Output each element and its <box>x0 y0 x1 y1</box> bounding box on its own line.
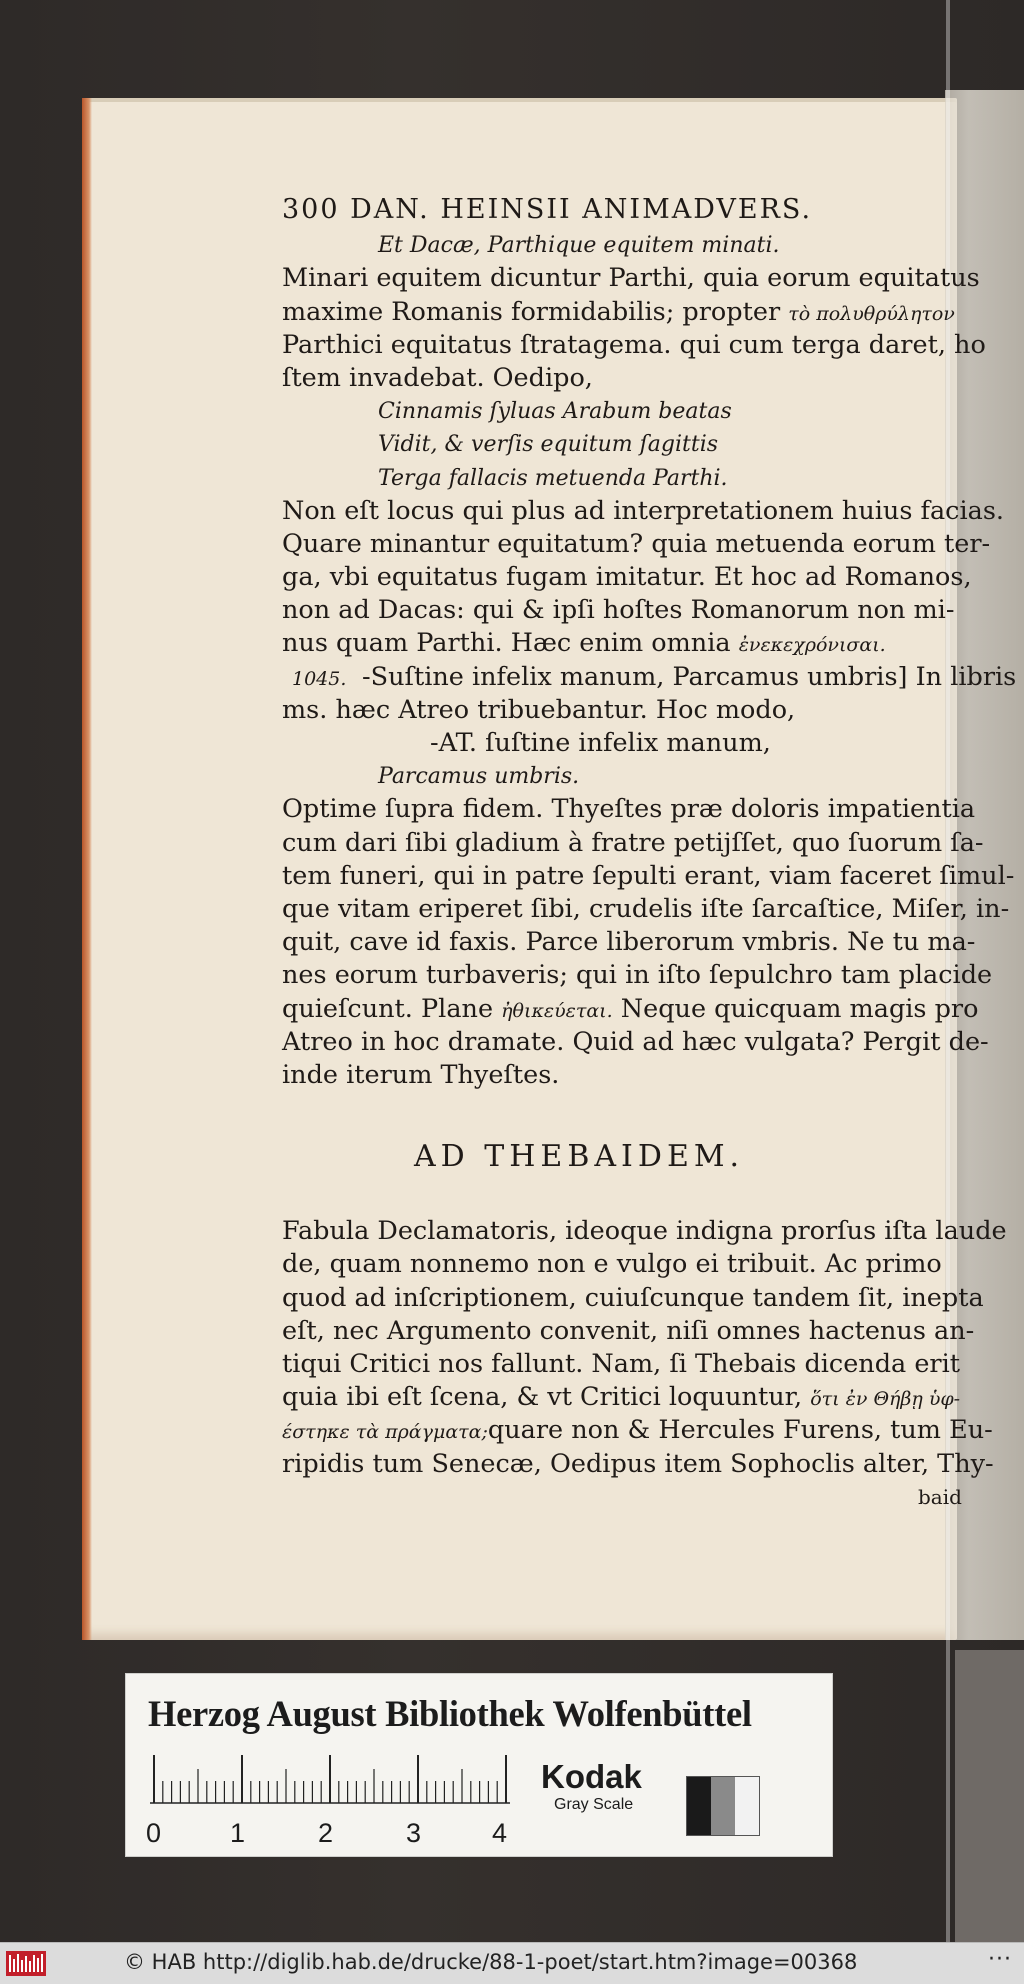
text-line <box>282 1282 982 1315</box>
text-line <box>282 993 982 1026</box>
text-line <box>282 262 982 295</box>
line-text: ga, vbi equitatus fugam imitatur. Et hoc ad Romanos, <box>282 562 972 593</box>
scale-ruler <box>150 1754 510 1804</box>
gray-scale-label: Gray Scale <box>554 1796 634 1813</box>
ellipsis-icon[interactable]: ··· <box>988 1947 1012 1972</box>
running-head: 300 DAN. HEINSII ANIMADVERS. <box>282 194 813 225</box>
text-line <box>282 462 982 495</box>
text-line <box>282 1315 982 1348</box>
line-text: ſtem invadebat. Oedipo, <box>282 362 593 393</box>
scale-number: 0 <box>146 1818 162 1848</box>
line-text: -Suſtine infelix manum, Parcamus umbris] In libris <box>362 661 1017 692</box>
text-line <box>282 959 993 992</box>
line-text: Cinnamis ſyluas Arabum beatas <box>378 399 732 425</box>
line-number: 1045. <box>292 667 347 690</box>
line-text: -AT. ſuſtine infelix manum, <box>430 728 771 758</box>
line-text: quieſcunt. Plane <box>282 993 494 1024</box>
color-reference-card <box>125 1673 833 1857</box>
line-text: non ad Dacas: qui & ipſi hoſtes Romanorum non mi- <box>282 595 955 626</box>
text-line <box>282 1448 994 1481</box>
line-text: ms. hæc Atreo tribuebantur. Hoc modo, <box>282 694 796 725</box>
line-text: Minari equitem dicuntur Parthi, quia eorum equitatus <box>282 263 980 294</box>
kodak-brand: Kodak <box>541 1758 642 1795</box>
text-line <box>282 1348 982 1381</box>
text-line <box>282 329 986 362</box>
body-text-2 <box>282 1215 1007 1481</box>
line-text: ripidis tum Senecæ, Oedipus item Sophoclis alter, Thy- <box>282 1448 994 1479</box>
line-text: Non eſt locus qui plus ad interpretationem huius facias. <box>282 495 1005 526</box>
text-line <box>282 827 982 860</box>
text-line <box>282 727 982 760</box>
status-bar <box>0 1942 1024 1984</box>
text-line <box>282 1026 989 1059</box>
greek-text: έστηκε τὰ πράγματα; <box>282 1421 488 1444</box>
line-text: Quare minantur equitatum? quia metuenda eorum ter- <box>282 528 991 559</box>
catchword: baid <box>918 1484 962 1509</box>
line-text: Atreo in hoc dramate. Quid ad hæc vulgata? Pergit de- <box>282 1026 989 1057</box>
text-line <box>282 594 982 627</box>
line-text: inde iterum Thyeſtes. <box>282 1059 560 1090</box>
line-text: tem funeri, qui in patre ſepulti erant, viam faceret ſimul- <box>282 860 1015 891</box>
text-line <box>282 926 982 959</box>
facing-card-edge <box>955 1650 1024 1942</box>
greek-text: ἠθικεύεται. <box>501 999 613 1022</box>
line-text: nus quam Parthi. Hæc enim omnia <box>282 628 731 659</box>
page-text <box>282 193 1017 1514</box>
text-line <box>282 793 982 826</box>
library-name: Herzog August Bibliothek Wolfenbüttel <box>148 1693 752 1734</box>
text-line <box>282 627 982 660</box>
text-line <box>282 1248 982 1281</box>
line-text: Parcamus umbris. <box>378 764 580 790</box>
text-line <box>282 528 991 561</box>
scale-number: 2 <box>318 1818 334 1848</box>
line-text-after: quare non & Hercules Furens, tum Eu- <box>487 1415 993 1446</box>
line-text: Et Dacæ, Parthique equitem minati. <box>378 233 780 259</box>
line-text: que vitam eriperet ſibi, crudelis iſte ſarcaſtice, Miſer, in- <box>282 893 1010 924</box>
text-line <box>282 395 982 428</box>
line-text: quia ibi eſt ſcena, & vt Critici loquuntur, <box>282 1382 803 1413</box>
line-text: de, quam nonnemo non e vulgo ei tribuit. Ac primo <box>282 1249 942 1280</box>
text-line <box>282 661 1017 694</box>
line-text: Parthici equitatus ſtratagema. qui cum terga daret, ho <box>282 329 986 360</box>
text-line <box>282 893 1010 926</box>
greek-text: ὅτι ἐν Θήβῃ ὑφ- <box>810 1388 961 1411</box>
body-text <box>282 229 1017 1092</box>
line-text: eſt, nec Argumento convenit, niſi omnes hactenus an- <box>282 1315 975 1346</box>
greek-text: ἐνεκεχρόνισαι. <box>738 634 886 657</box>
text-line <box>282 1215 1007 1248</box>
section-heading: AD THEBAIDEM. <box>414 1139 745 1175</box>
hab-logo-icon <box>6 1951 46 1976</box>
source-url-link[interactable]: © HAB http://diglib.hab.de/drucke/88-1-poet/start.htm?image=00368 <box>124 1950 858 1974</box>
greek-text: τὸ πολυθρύλητον <box>788 302 955 325</box>
text-line <box>282 362 982 395</box>
text-line <box>282 1059 982 1092</box>
text-line <box>282 296 982 329</box>
text-line <box>282 760 982 793</box>
line-text: tiqui Critici nos fallunt. Nam, ſi Thebais dicenda erit <box>282 1349 961 1380</box>
text-line <box>282 694 982 727</box>
scale-number: 1 <box>230 1818 246 1848</box>
text-line <box>282 1381 982 1414</box>
scale-number: 3 <box>406 1818 422 1848</box>
text-line <box>282 561 982 594</box>
line-text: quit, cave id faxis. Parce liberorum vmbris. Ne tu ma- <box>282 927 976 958</box>
scale-number: 4 <box>492 1818 508 1848</box>
line-text: Optime ſupra fidem. Thyeſtes præ doloris impatientia <box>282 794 976 825</box>
text-line <box>282 229 982 262</box>
text-line <box>282 1414 993 1447</box>
line-text: Vidit, & verſis equitum ſagittis <box>378 432 719 458</box>
line-text: maxime Romanis formidabilis; propter <box>282 296 781 327</box>
line-text: Fabula Declamatoris, ideoque indigna prorſus iſta laude <box>282 1216 1007 1247</box>
line-text: quod ad inſcriptionem, cuiuſcunque tandem ſit, inepta <box>282 1282 984 1313</box>
text-line <box>282 428 982 461</box>
line-text: nes eorum turbaveris; qui in iſto ſepulchro tam placide <box>282 960 993 991</box>
line-text: Terga fallacis metuenda Parthi. <box>378 465 728 491</box>
text-line <box>282 495 1005 528</box>
gray-scale-patch <box>686 1776 760 1836</box>
line-text-after: Neque quicquam magis pro <box>612 993 979 1024</box>
line-text: cum dari ſibi gladium à fratre petijſſet, quo ſuorum ſa- <box>282 827 984 858</box>
text-line <box>282 860 1015 893</box>
